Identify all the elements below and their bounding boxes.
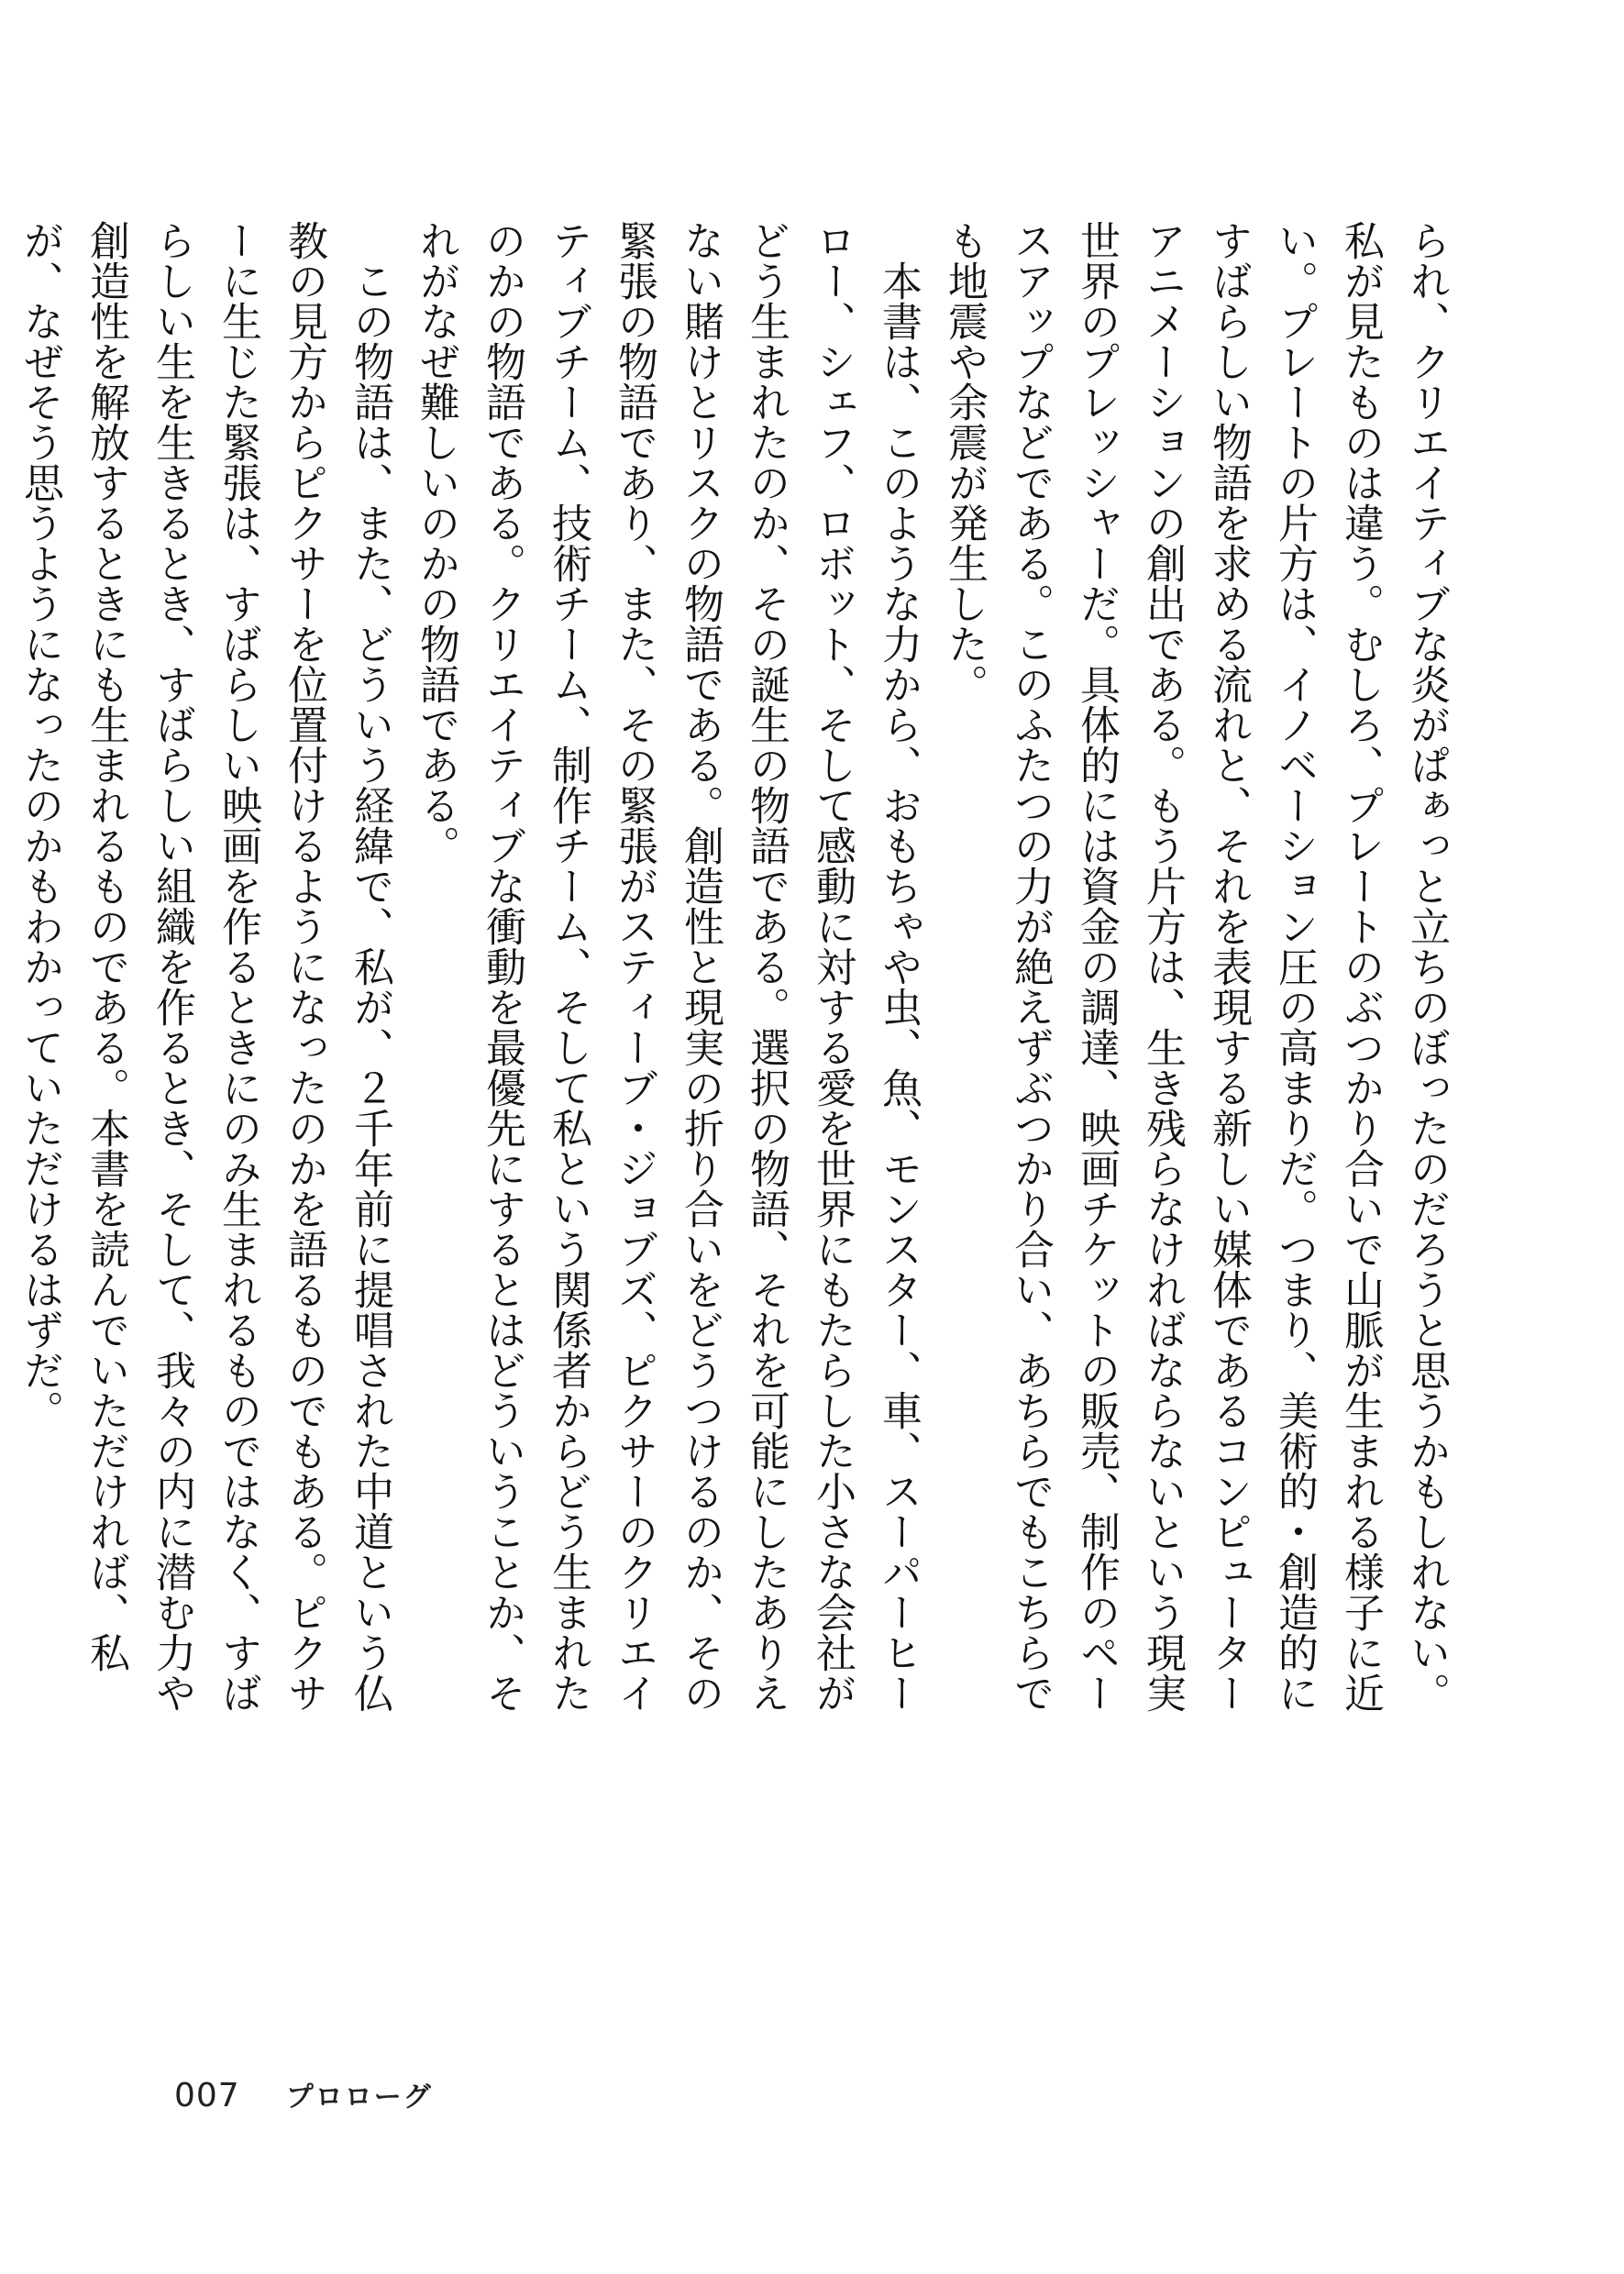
paragraph-continuation: られ、クリエイティブな炎がぱぁっと立ちのぼったのだろうと思うかもしれない。私が見たものは違う。むしろ、プレートのぶつかり合いで山脈が生まれる様子に近い。プレートの片方は、イノベーション圧の高まりだ。つまり、美術的・創造的にすばらしい物語を求める流れと、それを表現する新しい媒体であるコンピューターアニメーションの創出である。もう片方は、生き残らなければならないという現実世界のプレッシャーだ。具体的には資金の調達、映画チケットの販売、制作のペースアップなどである。このふたつの力が絶えずぶつかり合い、あちらでもこちらでも地震や余震が発生した。 (941, 220, 1450, 1713)
page-footer (174, 2074, 433, 2118)
running-head-chapter-title: プロローグ (285, 2081, 433, 2114)
paragraph: 本書は、このような力から、おもちゃや虫、魚、モンスター、車、スーパーヒーロー、シェフ、ロボット、そして感動に対する愛を世界にもたらした小さな会社がどう生まれたのか、その誕生の物語である。選択の物語、それを可能にしたありえない賭けとリスクの物語である。創造性と現実の折り合いをどうつけるのか、その緊張の物語であり、また、その緊張がスティーブ・ジョブズ、ピクサーのクリエイティブチーム、技術チーム、制作チーム、そして私という関係者からどう生まれたのかの物語である。クリエイティブな衝動を最優先にするとはどういうことか、それがなぜ難しいのかの物語である。 (413, 220, 922, 1713)
body-text (17, 220, 1459, 1742)
paragraph: この物語は、また、どういう経緯で、私が、２千年前に提唱された中道という仏教の見方からピクサーを位置付けるようになったのかを語るものでもある。ピクサーに生じた緊張は、すばらしい映画を作るときにのみ生まれるものではなく、すばらしい生を生きるとき、すばらしい組織を作るとき、そして、我々の内に潜む力や創造性を解放するときにも生まれるものである。本書を読んでいただければ、私が、なぜそう思うようになったのかもわかっていただけるはずだ。 (17, 220, 393, 1713)
page-number: 007 (174, 2077, 240, 2114)
